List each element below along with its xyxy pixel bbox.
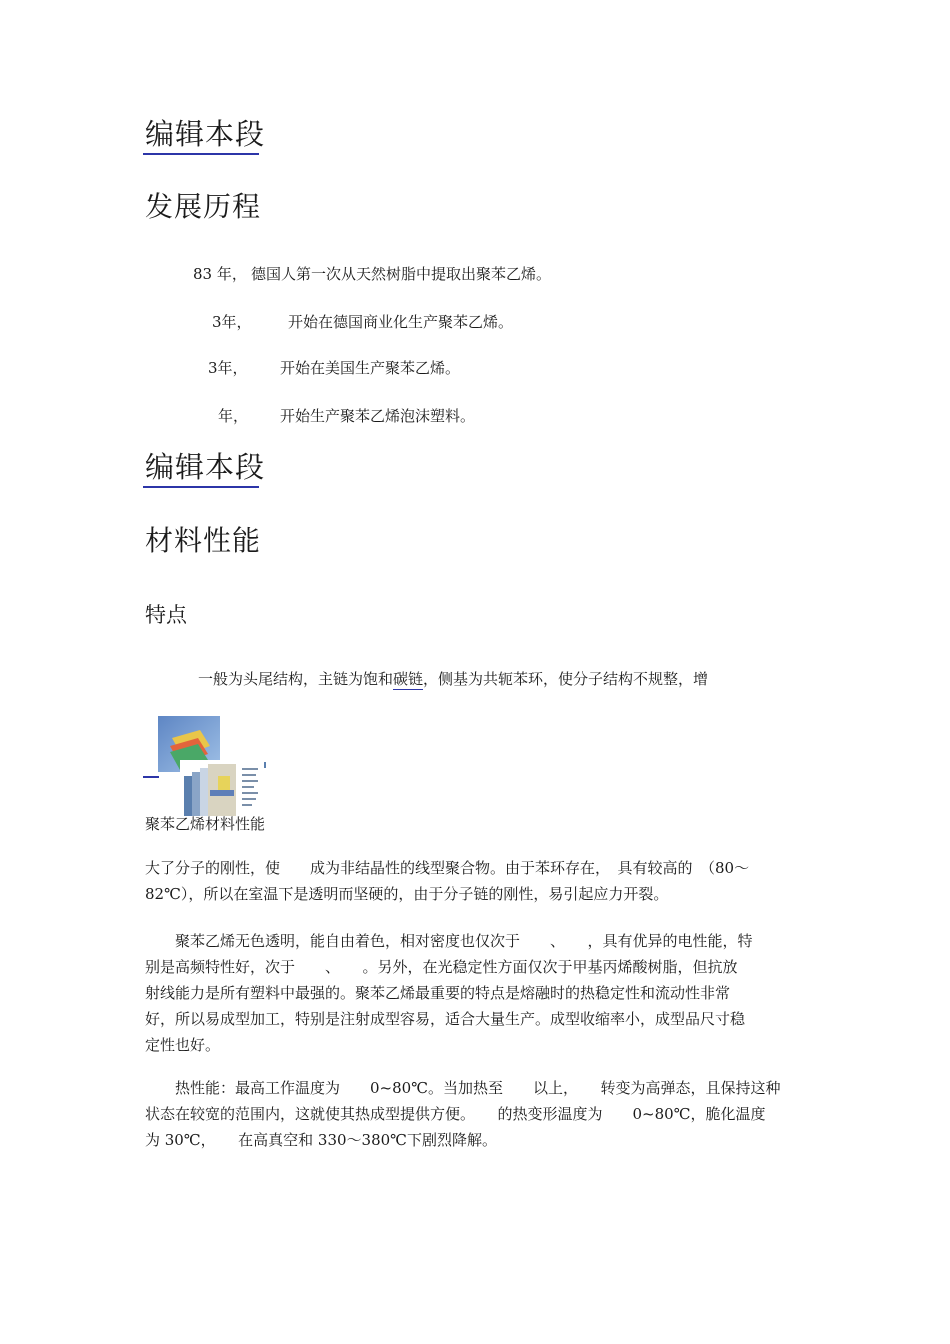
edit-section-link[interactable]: 编辑本段: [145, 450, 266, 484]
paragraph-line: 别是高频特性好，次于 、 。另外，在光稳定性方面仅次于甲基丙烯酸树脂，但抗放: [145, 958, 738, 976]
paragraph-line: 聚苯乙烯无色透明，能自由着色，相对密度也仅次于 、 ，具有优异的电性能，特: [145, 932, 753, 950]
history-year: 83 年，: [193, 265, 247, 283]
history-text: 德国人第一次从天然树脂中提取出聚苯乙烯。: [251, 265, 552, 283]
paragraph-molecular-structure: [145, 855, 810, 907]
paragraph-line: 大了分子的刚性，使 成为非结晶性的线型聚合物。由于苯环存在， 具有较高的 （80～: [145, 859, 750, 877]
paragraph-line: 为 30℃， 在高真空和 330～380℃下剧烈降解。: [145, 1131, 497, 1149]
image-caption: 聚苯乙烯材料性能: [145, 815, 266, 833]
paragraph-line: 射线能力是所有塑料中最强的。聚苯乙烯最重要的特点是熔融时的热稳定性和流动性非常: [145, 984, 731, 1002]
wall-insulation-thumbnail[interactable]: [180, 760, 268, 816]
paragraph-line: 82℃），所以在室温下是透明而坚硬的，由于分子链的刚性，易引起应力开裂。: [145, 885, 669, 903]
section-title: 材料性能: [145, 524, 262, 557]
paragraph-line: 热性能：最高工作温度为 0~80℃。当加热至 以上， 转变为高弹态，且保持这种: [145, 1079, 781, 1097]
history-text: 开始生产聚苯乙烯泡沫塑料。: [280, 407, 476, 425]
paragraph-line: 好，所以易成型加工，特别是注射成型容易，适合大量生产。成型收缩率小，成型品尺寸稳: [145, 1010, 746, 1028]
paragraph-line: 状态在较宽的范围内，这就使其热成型提供方便。 的热变形温度为 0~80℃，脆化温度: [145, 1105, 766, 1123]
paragraph-thermal: [145, 1075, 810, 1153]
history-year: 3年，: [212, 313, 252, 331]
intro-text: ，侧基为共轭苯环，使分子结构不规整，增: [423, 670, 709, 688]
section-title: 发展历程: [145, 190, 262, 223]
carbon-chain-link[interactable]: 碳链: [393, 670, 424, 688]
edit-link-underline: [143, 153, 259, 155]
intro-line: [198, 668, 708, 689]
subsection-title: 特点: [145, 603, 187, 627]
edit-link-underline: [143, 486, 259, 488]
history-text: 开始在美国生产聚苯乙烯。: [280, 359, 461, 377]
paragraph-properties: [145, 928, 810, 1058]
paragraph-line: 定性也好。: [145, 1036, 221, 1054]
history-year: 3年，: [208, 359, 248, 377]
history-text: 开始在德国商业化生产聚苯乙烯。: [288, 313, 514, 331]
history-year: 年，: [218, 407, 249, 425]
image-link-underline: [143, 776, 159, 778]
edit-section-link[interactable]: 编辑本段: [145, 117, 266, 151]
intro-text: 一般为头尾结构，主链为饱和: [198, 670, 394, 688]
